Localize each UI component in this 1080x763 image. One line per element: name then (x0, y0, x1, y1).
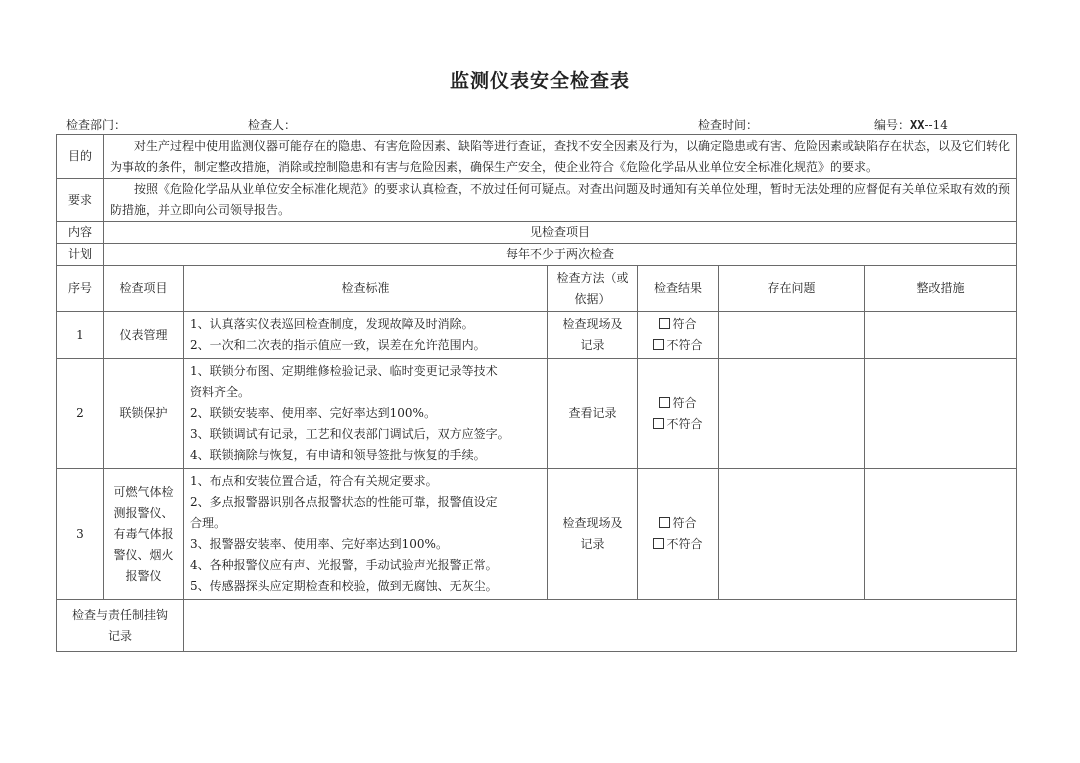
content-value: 见检查项目 (104, 222, 1017, 244)
result-ok (642, 393, 714, 414)
header-row (57, 266, 1017, 312)
header-method-line1: 检查方法（或 (556, 270, 629, 285)
row-method (548, 312, 638, 359)
ok-label: 符合 (672, 516, 697, 530)
row-result (638, 469, 719, 600)
not-ok-label: 不符合 (666, 338, 703, 352)
standard-line: 3、报警器安装率、使用率、完好率达到100%。 (190, 537, 448, 551)
page-title: 监测仪表安全检查表 (449, 70, 630, 92)
standard-line: 1、认真落实仪表巡回检查制度，发现故障及时消除。 (190, 317, 474, 331)
item-line: 警仪、烟火 (113, 547, 174, 562)
standard-line: 资料齐全。 (190, 385, 251, 399)
ok-label: 符合 (672, 317, 697, 331)
content-row (57, 222, 1017, 244)
header-item: 检查项目 (104, 266, 184, 312)
standard-line: 2、联锁安装率、使用率、完好率达到100%。 (190, 406, 436, 420)
row-measures-cell[interactable] (865, 469, 1017, 600)
inspector-label: 检查人： (248, 118, 297, 132)
standard-line: 合理。 (190, 516, 227, 530)
row-measures-cell[interactable] (865, 359, 1017, 469)
code-suffix: --14 (924, 118, 948, 132)
not-ok-label: 不符合 (666, 537, 703, 551)
requirement-row (57, 179, 1017, 222)
standard-line: 2、多点报警器识别各点报警状态的性能可靠，报警值设定 (190, 495, 498, 509)
standard-line: 2、一次和二次表的指示值应一致，误差在允许范围内。 (190, 338, 486, 352)
row-measures-cell[interactable] (865, 312, 1017, 359)
not-ok-label: 不符合 (666, 416, 703, 431)
footer-label-line1: 检查与责任制挂钩 (71, 607, 168, 622)
table-row (57, 469, 1017, 600)
standard-line: 5、传感器探头应定期检查和校验，做到无腐蚀、无灰尘。 (190, 579, 498, 593)
code-label: 编号： (874, 118, 911, 132)
header-measures: 整改措施 (865, 266, 1017, 312)
item-line: 有毒气体报 (113, 526, 174, 541)
standard-line: 3、联锁调试有记录，工艺和仪表部门调试后，双方应签字。 (190, 427, 510, 441)
footer-record-cell[interactable] (184, 600, 1017, 652)
checkbox-ok[interactable] (659, 517, 670, 528)
plan-row (57, 244, 1017, 266)
item-line: 测报警仪、 (113, 505, 174, 520)
checkbox-not-ok[interactable] (653, 339, 664, 350)
document-code (874, 116, 948, 133)
ok-label: 符合 (672, 395, 697, 410)
table-row (57, 312, 1017, 359)
result-ok (642, 314, 714, 335)
row-result (638, 359, 719, 469)
result-not-ok (642, 335, 714, 356)
plan-value: 每年不少于两次检查 (104, 244, 1017, 266)
inspection-time-label: 检查时间： (698, 118, 759, 132)
checkbox-not-ok[interactable] (653, 538, 664, 549)
method-line: 记录 (580, 537, 605, 551)
footer-label (57, 600, 184, 652)
plan-label: 计划 (57, 244, 104, 266)
header-method-line2: 依据） (574, 291, 611, 306)
checkbox-not-ok[interactable] (653, 418, 664, 429)
row-issues-cell[interactable] (719, 359, 865, 469)
item-line: 报警仪 (125, 568, 162, 583)
checkbox-ok[interactable] (659, 318, 670, 329)
header-no: 序号 (57, 266, 104, 312)
table-row (57, 359, 1017, 469)
method-line: 记录 (580, 338, 605, 352)
item-line: 可燃气体检 (113, 484, 174, 499)
standard-line: 4、联锁摘除与恢复，有申请和领导签批与恢复的手续。 (190, 448, 486, 462)
purpose-label: 目的 (57, 135, 104, 179)
footer-row (57, 600, 1017, 652)
method-line: 检查现场及 (562, 317, 623, 331)
code-value: XX (910, 118, 925, 132)
row-method (548, 469, 638, 600)
inspection-table (56, 134, 1017, 652)
content-label: 内容 (57, 222, 104, 244)
requirement-text: 按照《危险化学品从业单位安全标准化规范》的要求认真检查，不放过任何可疑点。对查出问题及时通知有关单位处理，暂时无法处理的应督促有关单位采取有效的预防措施，并立即向公司领导报告。 (104, 179, 1017, 222)
result-not-ok (642, 414, 714, 435)
row-issues-cell[interactable] (719, 469, 865, 600)
row-item: 仪表管理 (104, 312, 184, 359)
result-not-ok (642, 534, 714, 555)
meta-row (56, 116, 1016, 134)
row-item: 联锁保护 (104, 359, 184, 469)
purpose-text: 对生产过程中使用监测仪器可能存在的隐患、有害危险因素、缺陷等进行查证，查找不安全因素及行为，以确定隐患或有害、危险因素或缺陷存在状态，以及它们转化为事故的条件，制定整改措施，消除或控制隐患和有害与危险因素，确保生产安全，使企业符合《危险化学品从业单位安全标准化规范》的要求。 (104, 135, 1017, 179)
row-item (104, 469, 184, 600)
row-standard (184, 469, 548, 600)
header-standard: 检查标准 (184, 266, 548, 312)
result-ok (642, 513, 714, 534)
checkbox-ok[interactable] (659, 397, 670, 408)
method-line: 检查现场及 (562, 516, 623, 530)
row-standard (184, 359, 548, 469)
header-result: 检查结果 (638, 266, 719, 312)
department-label: 检查部门： (66, 118, 127, 132)
method-line: 查看记录 (568, 406, 617, 420)
purpose-row (57, 135, 1017, 179)
row-result (638, 312, 719, 359)
row-no: 3 (57, 469, 104, 600)
standard-line: 1、联锁分布图、定期维修检验记录、临时变更记录等技术 (190, 364, 498, 378)
standard-line: 1、布点和安装位置合适，符合有关规定要求。 (190, 474, 438, 488)
header-issues: 存在问题 (719, 266, 865, 312)
row-method (548, 359, 638, 469)
footer-label-line2: 记录 (107, 628, 132, 643)
row-no: 2 (57, 359, 104, 469)
row-standard (184, 312, 548, 359)
row-issues-cell[interactable] (719, 312, 865, 359)
requirement-label: 要求 (57, 179, 104, 222)
header-method (548, 266, 638, 312)
standard-line: 4、各种报警仪应有声、光报警，手动试验声光报警正常。 (190, 558, 498, 572)
row-no: 1 (57, 312, 104, 359)
